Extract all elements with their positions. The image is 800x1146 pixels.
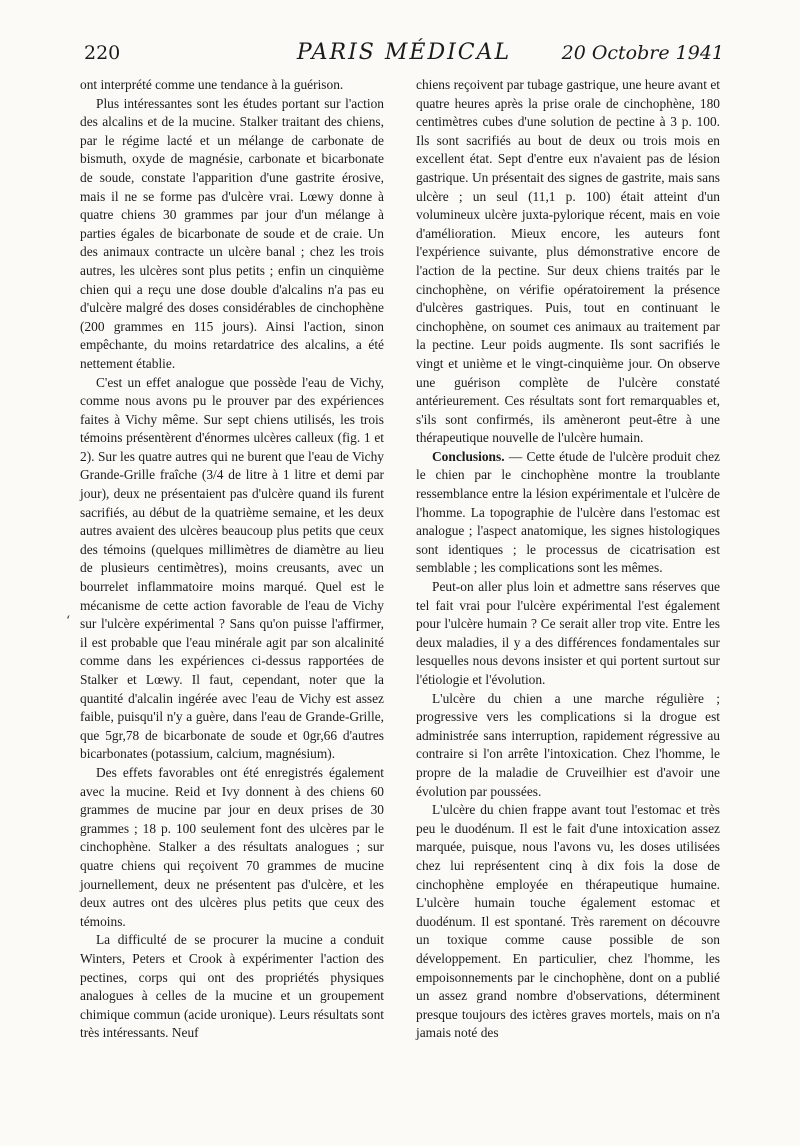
conclusions-heading: Conclusions. — [432, 448, 505, 464]
paragraph: ont interprété comme une tendance à la guérison. — [80, 77, 344, 92]
paragraph: C'est un effet analogue que possède l'eau de Vichy, comme nous avons pu le prouver par des expériences faites à Vichy même. Sur sept chiens utilisés, les trois témoins présentèrent d'énormes ulcères calleux (fig. 1 et 2). Sur les quatre autres qui ne burent que l'eau de Vichy Grande-Grille fraîche (3/4 de litre à 1 litre et demi par jour), deux ne présentaient pas d'ulcère quand ils furent sacrifiés, au début de la quatrième semaine, et les deux autres avaient des ulcères beaucoup plus petits que ceux des témoins (quelques millimètres de diamètre au lieu de plusieurs centimètres), moins creusants, avec un bourrelet inflammatoire moins marqué. Quel est le mécanisme de cette action favorable de l'eau de Vichy sur l'ulcère expérimental ? Sans qu'on puisse l'affirmer, il est probable que l'eau minérale agit par son alcalinité comme dans les expériences ci-dessus rapportées de Stalker et Lœwy. Il faut, cependant, noter que la quantité d'alcalin ingérée avec l'eau de Vichy est assez faible, puisqu'il n'y a guère, dans l'eau de Grande-Grille, que 5gr,78 de bicarbonate de soude et 0gr,66 d'autres bicarbonates (potassium, calcium, magnésium). — [80, 374, 384, 762]
conclusions-text: — Cette étude de l'ulcère produit chez le chien par le cinchophène montre la troublante ressemblance entre la lésion expérimentale et l'ulcère de l'homme. La topographie de l'ulcère dans l'estomac est analogue ; l'aspect anatomique, les signes histologiques sont identiques ; le processus de cicatrisation est semblable ; les complications sont les mêmes. — [416, 448, 720, 576]
paragraph: L'ulcère du chien a une marche régulière ; progressive vers les complications si la drogue est administrée sans interruption, rapidement régressive au contraire si l'on arrête l'intoxication. Chez l'homme, le propre de la maladie de Cruveilhier est d'avoir une évolution par poussées. — [416, 690, 720, 799]
page-number: 220 — [84, 42, 121, 64]
margin-mark: ʻ — [66, 614, 71, 629]
journal-title: PARIS MÉDICAL — [296, 40, 512, 65]
paragraph: Des effets favorables ont été enregistrés également avec la mucine. Reid et Ivy donnent à des chiens 60 grammes de mucine par jour en deux prises de 30 grammes ; 18 p. 100 seulement font des ulcères par le cinchophène. Stalker a des résultats analogues ; sur quatre chiens qui reçoivent 70 grammes de mucine journellement, deux ne présentent pas d'ulcère, et les deux autres ont des ulcères plus petits que ceux des témoins. — [80, 764, 384, 929]
paragraph: Peut-on aller plus loin et admettre sans réserves que tel fait vrai pour l'ulcère expérimental l'est également pour l'ulcère humain ? Ce serait aller trop vite. Entre les deux maladies, il y a des différences fondamentales sur lesquelles nous devons insister et qui portent surtout sur l'étiologie et l'évolution. — [416, 579, 720, 687]
right-column — [416, 76, 720, 1043]
paragraph: Plus intéressantes sont les études portant sur l'action des alcalins et de la mucine. Stalker traitant des chiens, par le régime lacté et un mélange de carbonate de bismuth, oxyde de magnésie, carbonate et bicarbonate de soude, constate l'apparition d'une gastrite érosive, mais il ne se forme pas d'ulcère vrai. Lœwy donne à quatre chiens 30 grammes par jour d'un mélange à parties égales de bicarbonate de soude et de craie. Un des animaux contracte un ulcère banal ; chez les trois autres, les ulcères sont plus petits ; enfin un cinquième chien qui a reçu une dose double d'alcalins n'a pas eu d'ulcère malgré des doses considérables de cinchophène (200 grammes en 115 jours). Ainsi l'action, sinon empêchante, du moins retardatrice des alcalins, a été nettement établie. — [80, 95, 384, 371]
paragraph: L'ulcère du chien frappe avant tout l'estomac et très peu le duodénum. Il est le fait d'une intoxication assez marquée, puisque, nous l'avons vu, les doses utilisées chez lui représentent cinq à dix fois la dose de cinchophène employée en thérapeutique humaine. L'ulcère humain touche également estomac et duodénum. Il est spontané. Très rarement on découvre un toxique comme cause possible de son développement. En particulier, chez l'homme, les empoisonnements par le cinchophène, dont on a publié un assez grand nombre d'observations, déterminent presque toujours des ictères graves mortels, mais on n'a jamais noté des — [416, 802, 720, 1041]
issue-date: 20 Octobre 1941 — [561, 42, 724, 64]
paragraph: chiens reçoivent par tubage gastrique, une heure avant et quatre heures après la prise orale de cinchophène, 180 centimètres cubes d'une solution de pectine à 3 p. 100. Ils sont sacrifiés au bout de deux ou trois mois en excellent état. Sept d'entre eux n'avaient pas de lésion gastrique. Un présentait des signes de gastrite, mais sans ulcère ; un seul (11,1 p. 100) était atteint d'un volumineux ulcère juxta-pylorique récent, mais en voie d'amélioration. Mieux encore, les auteurs font l'expérience suivante, plus démonstrative encore de l'action de la pectine. Sur deux chiens traités par le cinchophène, on vérifie opératoirement la présence d'ulcères gastriques. Puis, tout en continuant le cinchophène, on soumet ces animaux au traitement par la pectine. Leur poids augmente. Ils sont sacrifiés le vingt et unième et le vingt-cinquième jour. On observe une guérison complète de l'ulcère constaté antérieurement. Ces résultats sont fort remarquables et, s'ils sont confirmés, ils amèneront peut-être à une thérapeutique nouvelle de l'ulcère humain. — [416, 77, 720, 446]
running-header — [84, 40, 724, 70]
left-column — [80, 76, 384, 1043]
conclusions-paragraph — [416, 448, 720, 578]
paragraph: La difficulté de se procurer la mucine a conduit Winters, Peters et Crook à expérimenter l'action des pectines, corps qui ont des propriétés physiques analogues à celles de la mucine et un groupement chimique commun (acide uronique). Leurs résultats sont très intéressants. Neuf — [80, 932, 384, 1041]
